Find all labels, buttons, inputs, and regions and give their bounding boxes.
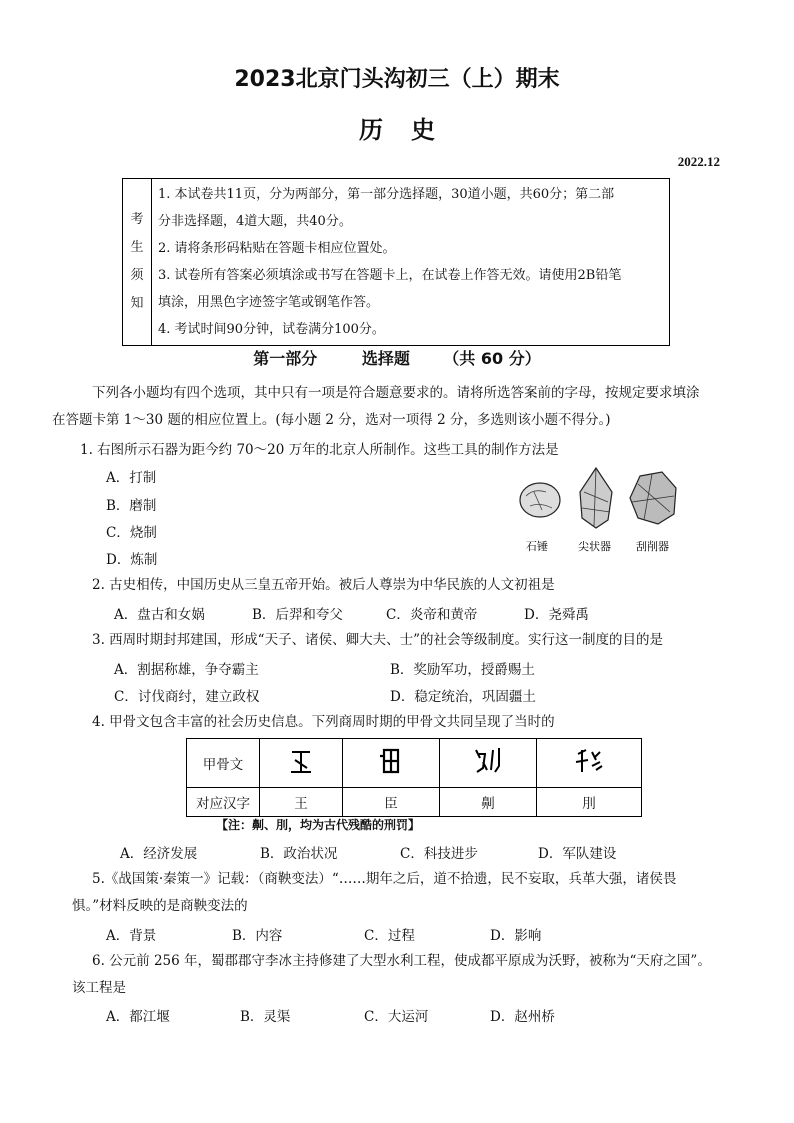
oracle-note: 【注：劓、刖，均为古代残酷的刑罚】 (216, 818, 421, 832)
notice-item: 填涂，用黑色字迹签字笔或钢笔作答。 (158, 295, 380, 310)
question-1-stem: 1. 右图所示石器为距今约 70～20 万年的北京人所制作。这些工具的制作方法是 (80, 442, 559, 458)
question-2-stem: 2. 古史相传，中国历史从三皇五帝开始。被后人尊崇为中华民族的人文初祖是 (92, 577, 555, 593)
oracle-row-label: 甲骨文 (187, 739, 260, 788)
notice-content (152, 179, 670, 346)
oracle-yue-glyph-icon (572, 744, 606, 778)
notice-item: 4. 考试时间90分钟，试卷满分100分。 (158, 322, 385, 337)
question-5-stem: 5.《战国策·秦策一》记载：（商鞅变法）“……期年之后，道不拾遗，民不妄取，兵革大强，诸侯畏 惧。”材料反映的是商鞅变法的 (72, 871, 677, 914)
q6-option-d[interactable]: D．赵州桥 (490, 1009, 555, 1025)
oracle-bone-table (186, 738, 642, 817)
notice-item: 2. 请将条形码粘贴在答题卡相应位置处。 (158, 241, 396, 256)
q1-option-b[interactable]: B．磨制 (106, 498, 157, 514)
q5-option-c[interactable]: C．过程 (364, 928, 415, 944)
exam-title: 2023北京门头沟初三（上）期末 (234, 67, 560, 92)
q5-option-a[interactable]: A．背景 (106, 928, 157, 944)
question-4-stem: 4. 甲骨文包含丰富的社会历史信息。下列商周时期的甲骨文共同呈现了当时的 (92, 714, 555, 730)
oracle-glyph-chen (343, 739, 440, 788)
scraper-image (630, 472, 676, 524)
oracle-glyph-yue (537, 739, 642, 788)
notice-item: 分非选择题，4道大题，共40分。 (158, 214, 352, 229)
notice-label: 考 生 须 知 (123, 179, 152, 346)
stone-tools-figure (512, 462, 682, 554)
scraper-label: 刮削器 (636, 540, 669, 553)
q2-option-d[interactable]: D．尧舜禹 (524, 607, 589, 623)
q1-option-c[interactable]: C．烧制 (106, 525, 157, 541)
oracle-yi-glyph-icon (471, 744, 505, 778)
question-3-stem: 3. 西周时期封邦建国，形成“天子、诸侯、卿大夫、士”的社会等级制度。实行这一制度的目的是 (92, 632, 663, 648)
q4-option-d[interactable]: D．军队建设 (538, 846, 617, 862)
q3-option-d[interactable]: D．稳定统治，巩固疆土 (390, 689, 536, 705)
oracle-chen-glyph-icon (376, 744, 406, 778)
q5-option-d[interactable]: D．影响 (490, 928, 542, 944)
subject-title: 历史 (359, 115, 463, 144)
q5-option-b[interactable]: B．内容 (232, 928, 283, 944)
exam-date: 2022.12 (677, 154, 720, 169)
pointed-tool-image (580, 468, 612, 528)
stone-hammer-image (520, 483, 560, 517)
section-title: 第一部分 选择题 （共 60 分） (253, 349, 541, 368)
oracle-char: 王 (260, 788, 343, 817)
q6-option-c[interactable]: C．大运河 (364, 1009, 429, 1025)
notice-item: 1. 本试卷共11页，分为两部分，第一部分选择题，30道小题，共60分；第二部 (158, 187, 615, 202)
notice-item: 3. 试卷所有答案必须填涂或书写在答题卡上，在试卷上作答无效。请使用2B铅笔 (158, 268, 622, 283)
q4-option-b[interactable]: B．政治状况 (260, 846, 338, 862)
q1-option-a[interactable]: A．打制 (106, 470, 157, 486)
oracle-wang-glyph-icon (286, 744, 316, 778)
notice-box (122, 178, 670, 346)
oracle-glyph-wang (260, 739, 343, 788)
q3-option-a[interactable]: A．割据称雄，争夺霸主 (114, 662, 259, 678)
q6-option-b[interactable]: B．灵渠 (240, 1009, 291, 1025)
oracle-glyph-yi (440, 739, 537, 788)
q3-option-b[interactable]: B．奖励军功，授爵赐土 (390, 662, 535, 678)
q3-option-c[interactable]: C．讨伐商纣，建立政权 (114, 689, 260, 705)
stone-hammer-label: 石锤 (526, 540, 548, 553)
q2-option-a[interactable]: A．盘古和女娲 (114, 607, 205, 623)
q2-option-b[interactable]: B．后羿和夸父 (252, 607, 343, 623)
question-6-stem: 6. 公元前 256 年，蜀郡郡守李冰主持修建了大型水利工程，使成都平原成为沃野，被称为“天府之国”。 该工程是 (72, 953, 711, 996)
q4-option-c[interactable]: C．科技进步 (400, 846, 478, 862)
pointed-tool-label: 尖状器 (578, 540, 611, 553)
q1-option-d[interactable]: D．炼制 (106, 552, 158, 568)
section-instructions: 下列各小题均有四个选项，其中只有一项是符合题意要求的。请将所选答案前的字母，按规定要求填涂 在答题卡第 1～30 题的相应位置上。(每小题 2 分，选对一项得 2 分，多选则该小题不得分。) (52, 385, 700, 428)
oracle-char: 刖 (537, 788, 642, 817)
q6-option-a[interactable]: A．都江堰 (106, 1009, 170, 1025)
q2-option-c[interactable]: C．炎帝和黄帝 (386, 607, 478, 623)
oracle-char: 臣 (343, 788, 440, 817)
oracle-row-label: 对应汉字 (187, 788, 260, 817)
q4-option-a[interactable]: A．经济发展 (120, 846, 198, 862)
oracle-char: 劓 (440, 788, 537, 817)
